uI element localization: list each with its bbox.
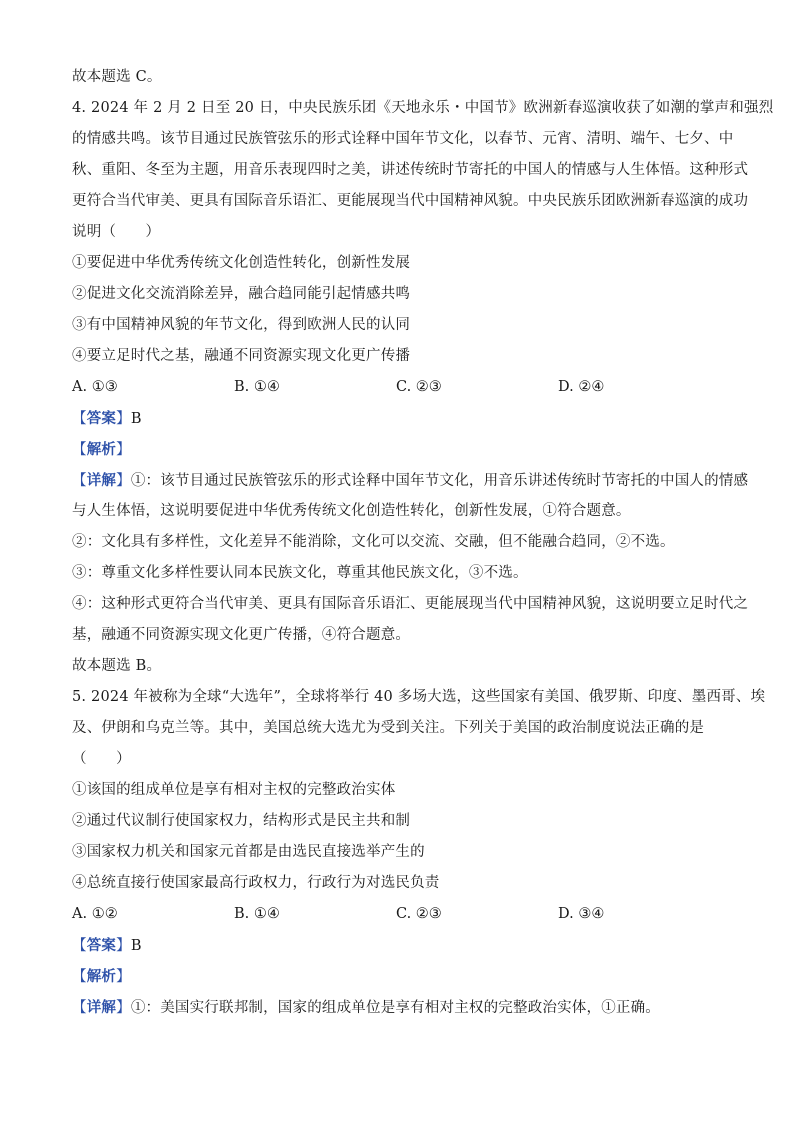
q4-detail-line: 基，融通不同资源实现文化更广传播，④符合题意。 — [72, 627, 411, 643]
detail-tag: 详解 — [86, 999, 117, 1016]
q5-option-c: C. ②③ — [396, 906, 442, 922]
document-page — [72, 62, 774, 1023]
question-4 — [72, 93, 774, 682]
q4-options — [72, 372, 727, 403]
q4-conclusion: 故本题选 B。 — [72, 658, 162, 674]
q5-statement-3: ③国家权力机关和国家元首都是由选民直接选举产生的 — [72, 844, 425, 860]
q4-statement-4: ④要立足时代之基，融通不同资源实现文化更广传播 — [72, 348, 411, 364]
q4-option-d: D. ②④ — [558, 379, 605, 395]
answer-tag: 答案 — [86, 410, 117, 427]
q4-detail-line: 【详解】①：该节目通过民族管弦乐的形式诠释中国年节文化，用音乐讲述传统时节寄托的中国人的情感 — [72, 472, 749, 489]
q3-conclusion: 故本题选 C。 — [72, 69, 162, 85]
q4-statement-1: ①要促进中华优秀传统文化创造性转化，创新性发展 — [72, 255, 411, 271]
q4-detail-line: ②：文化具有多样性，文化差异不能消除，文化可以交流、交融，但不能融合趋同，②不选。 — [72, 534, 675, 550]
q5-option-b: B. ①④ — [234, 906, 280, 922]
q5-options — [72, 899, 727, 930]
q5-stem-line: （ ） — [72, 751, 131, 767]
q5-answer-value: B — [130, 938, 142, 954]
q5-option-a: A. ①② — [72, 906, 118, 922]
q4-option-c: C. ②③ — [396, 379, 442, 395]
q5-detail-line: 【详解】①：美国实行联邦制，国家的组成单位是享有相对主权的完整政治实体，①正确。 — [72, 999, 661, 1016]
q4-stem-line: 4. 2024 年 2 月 2 日至 20 日，中央民族乐团《天地永乐・中国节》欧洲新春巡演收获了如潮的掌声和强烈 — [72, 100, 774, 116]
q5-option-d: D. ③④ — [558, 906, 605, 922]
analysis-tag: 解析 — [86, 441, 117, 458]
q4-stem-line: 的情感共鸣。该节目通过民族管弦乐的形式诠释中国年节文化，以春节、元宵、清明、端午、七夕、中 — [72, 131, 734, 147]
q4-detail-line: ③：尊重文化多样性要认同本民族文化，尊重其他民族文化，③不选。 — [72, 565, 528, 581]
q5-stem-line: 5. 2024 年被称为全球“大选年”，全球将举行 40 多场大选，这些国家有美国、俄罗斯、印度、墨西哥、埃 — [72, 689, 766, 705]
q5-stem-line: 及、伊朗和乌克兰等。其中，美国总统大选尤为受到关注。下列关于美国的政治制度说法正确的是 — [72, 720, 705, 736]
q4-answer-value: B — [130, 411, 142, 427]
q5-statement-4: ④总统直接行使国家最高行政权力，行政行为对选民负责 — [72, 875, 440, 891]
detail-tag: 详解 — [86, 472, 117, 489]
analysis-tag: 解析 — [86, 968, 117, 985]
q4-stem-line: 秋、重阳、冬至为主题，用音乐表现四时之美，讲述传统时节寄托的中国人的情感与人生体悟。这种形式 — [72, 162, 749, 178]
q4-answer: 【答案】B — [72, 410, 142, 427]
q4-statement-3: ③有中国精神风貌的年节文化，得到欧洲人民的认同 — [72, 317, 411, 333]
q4-stem-line: 说明（ ） — [72, 224, 161, 240]
q4-option-b: B. ①④ — [234, 379, 280, 395]
q5-statement-1: ①该国的组成单位是享有相对主权的完整政治实体 — [72, 782, 396, 798]
q4-statement-2: ②促进文化交流消除差异，融合趋同能引起情感共鸣 — [72, 286, 411, 302]
q4-detail-line: 与人生体悟，这说明要促进中华优秀传统文化创造性转化，创新性发展，①符合题意。 — [72, 503, 631, 519]
q5-answer: 【答案】B — [72, 937, 142, 954]
q4-detail-line: ④：这种形式更符合当代审美、更具有国际音乐语汇、更能展现当代中国精神风貌，这说明要立足时代之 — [72, 596, 749, 612]
answer-tag: 答案 — [86, 937, 117, 954]
q4-analysis-heading: 【解析】 — [72, 441, 131, 458]
question-5 — [72, 682, 766, 1023]
q5-analysis-heading: 【解析】 — [72, 968, 131, 985]
q5-statement-2: ②通过代议制行使国家权力，结构形式是民主共和制 — [72, 813, 411, 829]
q4-option-a: A. ①③ — [72, 379, 118, 395]
q4-stem-line: 更符合当代审美、更具有国际音乐语汇、更能展现当代中国精神风貌。中央民族乐团欧洲新春巡演的成功 — [72, 193, 749, 209]
